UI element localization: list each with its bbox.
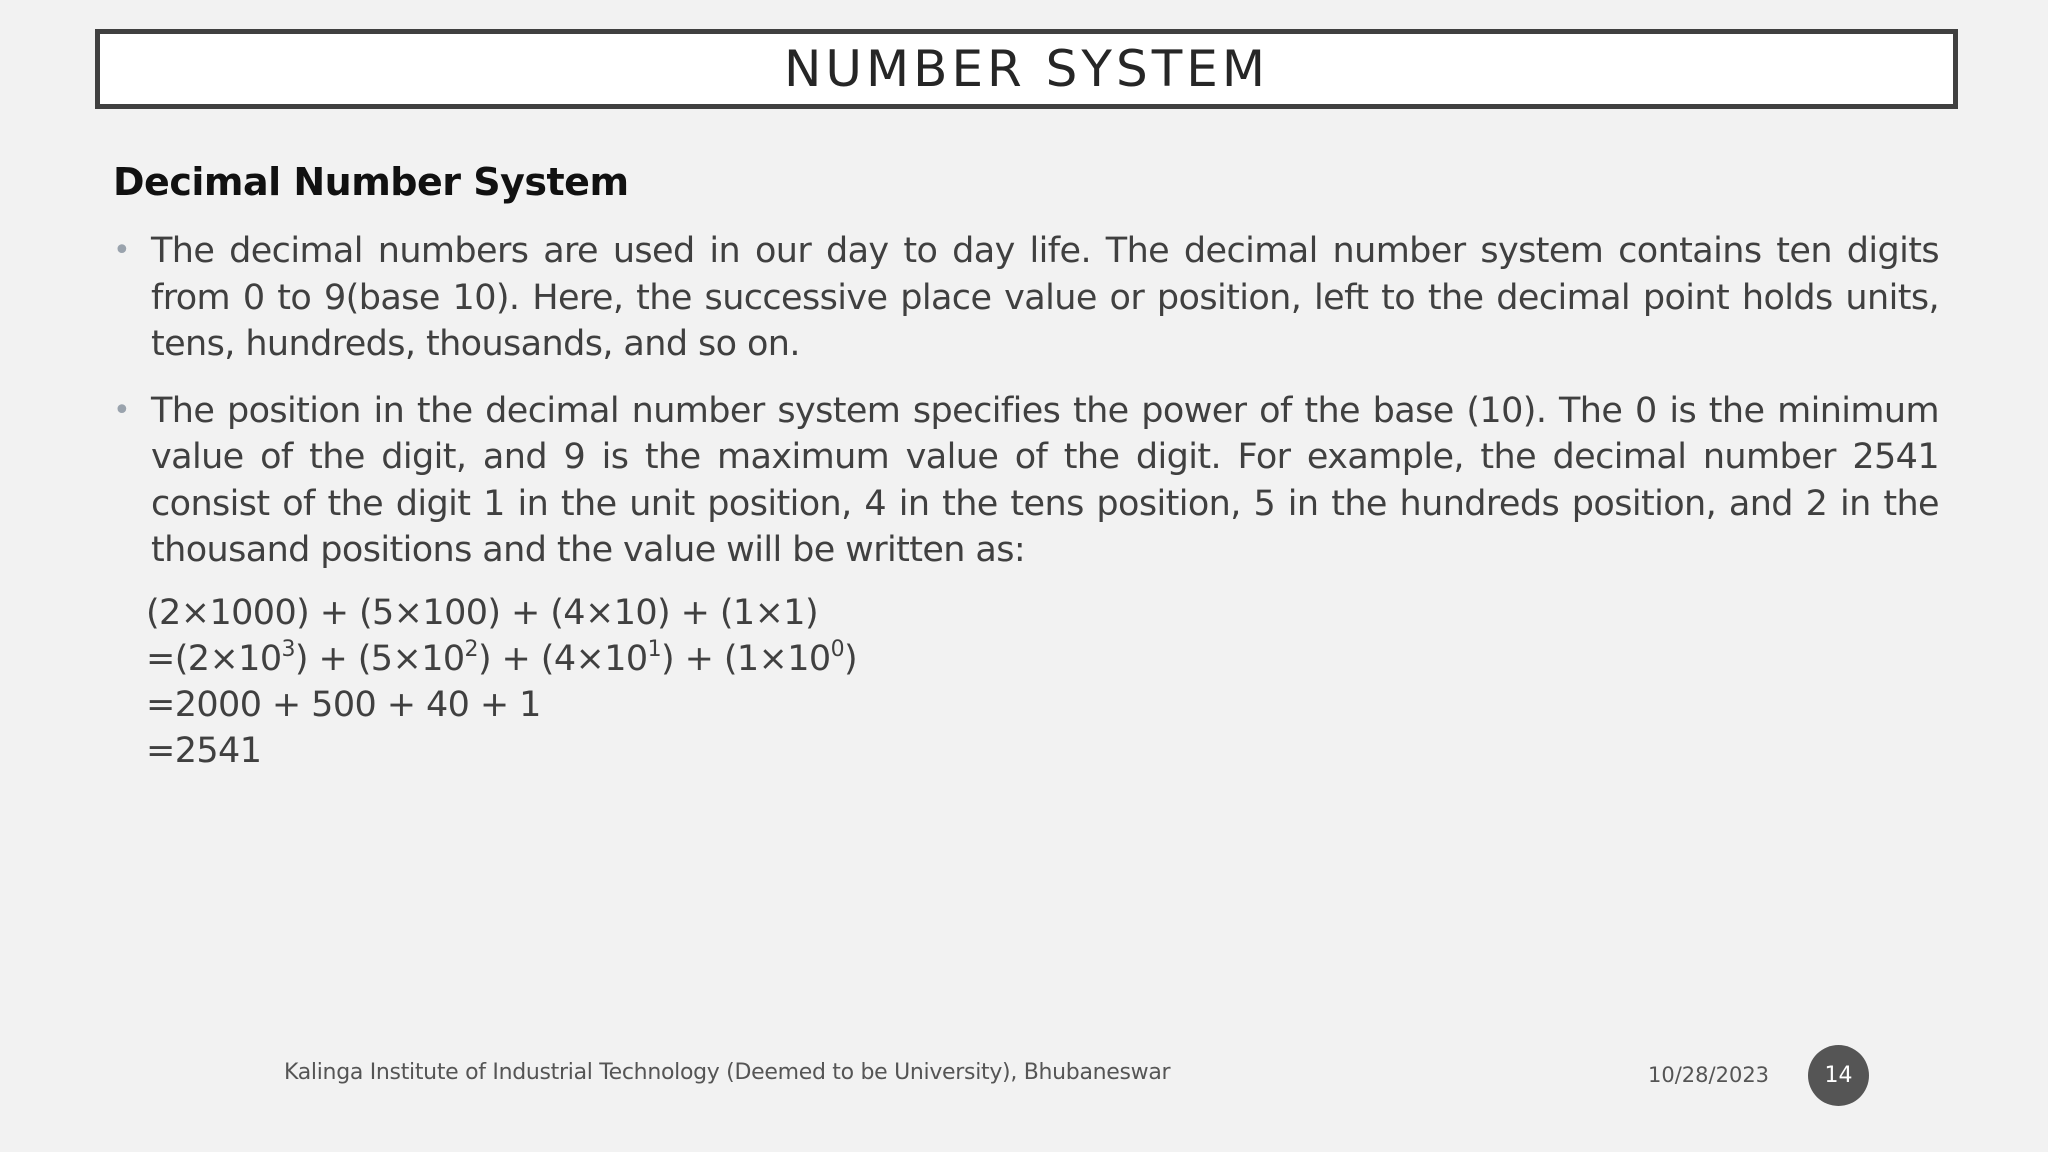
- bullet-dot-icon: •: [113, 392, 131, 428]
- slide-title-box: [95, 29, 1958, 109]
- page-number-badge: 14: [1808, 1045, 1869, 1106]
- eq-part: ) + (1×10: [660, 639, 831, 679]
- eq-exponent: 0: [830, 637, 845, 662]
- eq-exponent: 3: [281, 637, 295, 662]
- eq-part: =(2×10: [146, 639, 282, 679]
- eq-part: ) + (4×10: [477, 639, 648, 679]
- equation-line-1: (2×1000) + (5×100) + (4×10) + (1×1): [146, 593, 819, 633]
- equation-line-3: =2000 + 500 + 40 + 1: [146, 685, 541, 725]
- bullet-item: [113, 228, 1939, 368]
- bullet-list: [113, 228, 1939, 594]
- equation-line-2: [146, 636, 857, 682]
- section-heading: Decimal Number System: [113, 160, 629, 204]
- footer-institution: Kalinga Institute of Industrial Technology (Deemed to be University), Bhubaneswar: [284, 1060, 1171, 1085]
- bullet-item: [113, 388, 1939, 574]
- eq-part: ) + (5×10: [294, 639, 465, 679]
- bullet-text: The decimal numbers are used in our day to day life. The decimal number system contains ten digits from 0 to 9(base 10). Here, the successive place value or position, left to the decimal point holds units, tens, hundreds, thousands, and so on.: [151, 231, 1939, 364]
- equation-line-4: =2541: [146, 731, 262, 771]
- bullet-text: The position in the decimal number system specifies the power of the base (10). The 0 is the minimum value of the digit, and 9 is the maximum value of the digit. For example, the decimal number 2541 consist of the digit 1 in the unit position, 4 in the tens position, 5 in the hundreds position, and 2 in the thousand positions and the value will be written as:: [151, 390, 1939, 570]
- eq-exponent: 1: [647, 637, 661, 662]
- bullet-dot-icon: •: [113, 233, 131, 268]
- eq-part: ): [844, 639, 858, 679]
- footer-date: 10/28/2023: [1648, 1063, 1770, 1087]
- eq-exponent: 2: [464, 637, 478, 662]
- slide-title: NUMBER SYSTEM: [784, 40, 1269, 98]
- equation-block: [146, 590, 857, 774]
